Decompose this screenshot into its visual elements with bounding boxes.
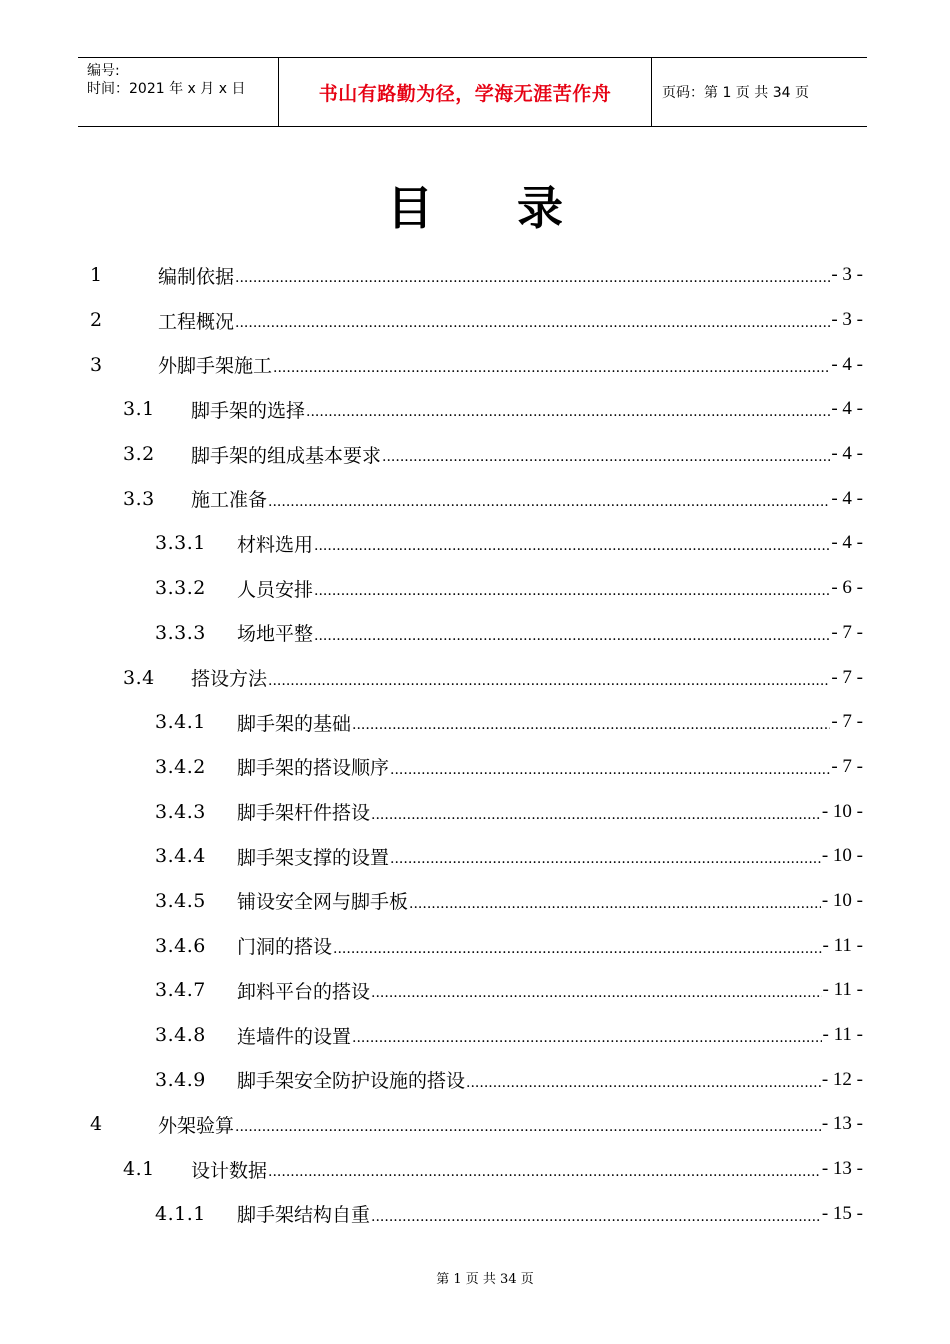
toc-entry-label: 工程概况 [158, 310, 235, 333]
toc-entry-page: - 12 - [821, 1068, 863, 1090]
toc-entry-label: 脚手架的基础 [237, 712, 352, 735]
toc-dot-leader [409, 890, 821, 912]
toc-entry-label: 脚手架安全防护设施的搭设 [237, 1070, 466, 1093]
toc-entry-page: - 13 - [821, 1113, 863, 1135]
toc-dot-leader [314, 622, 830, 644]
toc-dot-leader [352, 1024, 822, 1046]
toc-entry-number: 3.2 [123, 443, 155, 466]
toc-entry-number: 3 [90, 353, 103, 376]
toc-entry-page: - 4 - [831, 443, 863, 465]
toc-entry[interactable] [90, 1013, 863, 1058]
toc-dot-leader [371, 979, 822, 1001]
toc-entry-page: - 7 - [831, 755, 863, 777]
toc-entry-label: 人员安排 [237, 578, 314, 601]
time-label: 时间：2021 年 x 月 x 日 [87, 81, 246, 97]
toc-entry-label: 连墙件的设置 [237, 1025, 352, 1048]
toc-entry[interactable] [90, 253, 863, 298]
toc-entry-number: 3.1 [123, 398, 155, 421]
toc-dot-leader [306, 398, 830, 420]
toc-entry-page: - 10 - [821, 845, 863, 867]
toc-entry-page: - 4 - [831, 532, 863, 554]
toc-entry-number: 3.4.1 [155, 711, 206, 734]
toc-entry-number: 3.4.9 [155, 1068, 206, 1091]
toc-dot-leader [314, 532, 830, 554]
toc-entry-label: 设计数据 [191, 1159, 268, 1182]
toc-entry[interactable] [90, 342, 863, 387]
toc-entry-label: 施工准备 [191, 489, 268, 512]
toc-entry-number: 3.4.4 [155, 845, 206, 868]
toc-dot-leader [382, 443, 830, 465]
toc-entry[interactable] [90, 700, 863, 745]
toc-entry-number: 3.4.8 [155, 1024, 206, 1047]
toc-entry-page: - 7 - [831, 621, 863, 643]
toc-entry-number: 3.4 [123, 666, 155, 689]
page-footer: 第 1 页 共 34 页 [436, 1272, 534, 1287]
toc-entry-page: - 10 - [821, 800, 863, 822]
toc-entry[interactable] [90, 1057, 863, 1102]
toc-entry-page: - 13 - [821, 1158, 863, 1180]
toc-entry[interactable] [90, 1191, 863, 1236]
toc-dot-leader [273, 354, 830, 376]
toc-entry-label: 门洞的搭设 [237, 936, 333, 959]
document-header [78, 57, 867, 127]
toc-dot-leader [235, 1113, 821, 1135]
toc-entry-page: - 15 - [821, 1202, 863, 1224]
toc-entry[interactable] [90, 611, 863, 656]
toc-entry[interactable] [90, 1102, 863, 1147]
toc-entry-number: 3.3.3 [155, 621, 206, 644]
toc-entry-label: 编制依据 [158, 265, 235, 288]
toc-entry[interactable] [90, 521, 863, 566]
toc-entry-label: 卸料平台的搭设 [237, 980, 371, 1003]
toc-entry-page: - 11 - [822, 979, 863, 1001]
toc-entry-number: 3.4.5 [155, 889, 206, 912]
toc-entry[interactable] [90, 745, 863, 790]
toc-entry[interactable] [90, 1147, 863, 1192]
toc-entry-label: 脚手架杆件搭设 [237, 802, 371, 825]
toc-entry-label: 脚手架支撑的设置 [237, 846, 390, 869]
toc-entry[interactable] [90, 834, 863, 879]
toc-entry-page: - 7 - [831, 666, 863, 688]
toc-entry[interactable] [90, 476, 863, 521]
toc-entry-page: - 11 - [822, 934, 863, 956]
toc-entry-label: 脚手架的选择 [191, 399, 306, 422]
toc-entry[interactable] [90, 655, 863, 700]
toc-entry-number: 3.3 [123, 487, 155, 510]
toc-dot-leader [371, 801, 821, 823]
toc-dot-leader [466, 1069, 821, 1091]
toc-entry[interactable] [90, 298, 863, 343]
toc-entry[interactable] [90, 879, 863, 924]
toc-entry[interactable] [90, 387, 863, 432]
toc-entry[interactable] [90, 789, 863, 834]
toc-entry-label: 材料选用 [237, 533, 314, 556]
toc-entry-number: 3.4.3 [155, 800, 206, 823]
toc-entry-number: 2 [90, 309, 103, 332]
toc-entry-label: 脚手架结构自重 [237, 1204, 371, 1227]
toc-entry-label: 场地平整 [237, 623, 314, 646]
toc-entry-label: 铺设安全网与脚手板 [237, 891, 409, 914]
toc-dot-leader [333, 935, 822, 957]
toc-entry-label: 脚手架的组成基本要求 [191, 444, 382, 467]
toc-dot-leader [268, 488, 830, 510]
toc-entry-page: - 3 - [831, 264, 863, 286]
toc-entry-page: - 4 - [831, 398, 863, 420]
toc-entry-label: 搭设方法 [191, 668, 268, 691]
toc-dot-leader [314, 577, 830, 599]
toc-entry[interactable] [90, 566, 863, 611]
toc-entry[interactable] [90, 432, 863, 477]
toc-dot-leader [390, 845, 821, 867]
page-title: 目录 [387, 181, 647, 235]
toc-entry-number: 4.1.1 [155, 1202, 206, 1225]
toc-entry[interactable] [90, 923, 863, 968]
toc-dot-leader [352, 711, 830, 733]
toc-dot-leader [235, 309, 830, 331]
toc-entry[interactable] [90, 968, 863, 1013]
toc-entry-number: 3.3.1 [155, 532, 206, 555]
toc-entry-number: 3.3.2 [155, 577, 206, 600]
toc-entry-page: - 7 - [831, 711, 863, 733]
header-motto: 书山有路勤为径，学海无涯苦作舟 [279, 58, 652, 126]
toc-entry-number: 4 [90, 1113, 103, 1136]
toc-entry-label: 外架验算 [158, 1114, 235, 1137]
header-page-info: 页码：第 1 页 共 34 页 [662, 85, 809, 101]
toc-entry-number: 4.1 [123, 1158, 155, 1181]
toc-entry-number: 3.4.7 [155, 979, 206, 1002]
toc-entry-page: - 4 - [831, 487, 863, 509]
toc-dot-leader [268, 667, 830, 689]
header-meta [78, 58, 279, 126]
toc-entry-page: - 11 - [822, 1024, 863, 1046]
toc-dot-leader [268, 1158, 821, 1180]
serial-label: 编号: [87, 63, 120, 79]
toc-entry-number: 1 [90, 264, 103, 287]
toc-entry-label: 脚手架的搭设顺序 [237, 757, 390, 780]
toc-entry-number: 3.4.6 [155, 934, 206, 957]
toc-entry-page: - 4 - [831, 353, 863, 375]
toc-dot-leader [371, 1203, 821, 1225]
toc-entry-page: - 10 - [821, 889, 863, 911]
toc-entry-page: - 3 - [831, 309, 863, 331]
table-of-contents [90, 253, 863, 1236]
toc-entry-page: - 6 - [831, 577, 863, 599]
toc-entry-number: 3.4.2 [155, 755, 206, 778]
toc-entry-label: 外脚手架施工 [158, 355, 273, 378]
toc-dot-leader [235, 264, 830, 286]
toc-dot-leader [390, 756, 830, 778]
